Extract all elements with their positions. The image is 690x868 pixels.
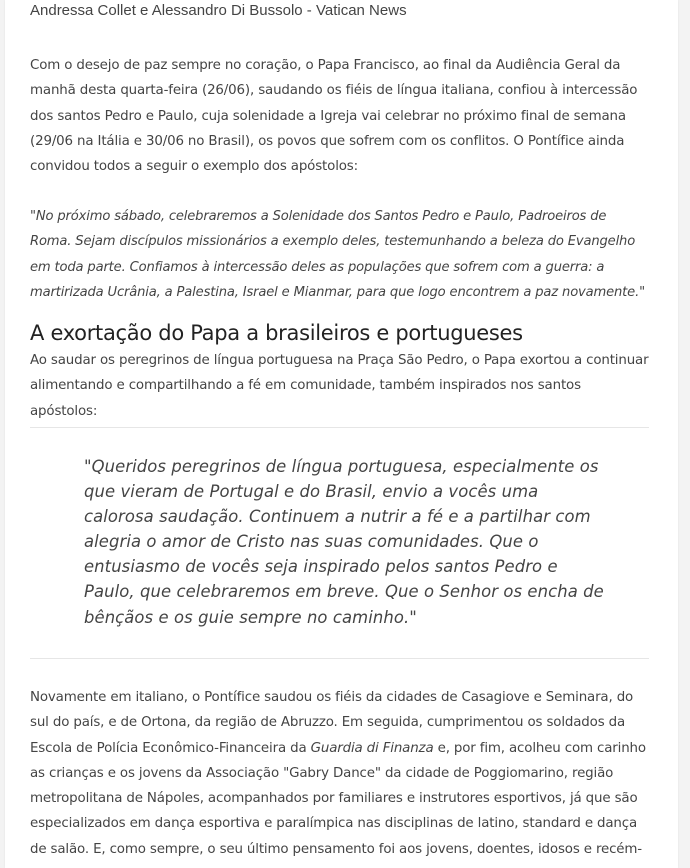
section-heading: A exortação do Papa a brasileiros e portugueses (30, 321, 523, 345)
blockquote-top-divider (30, 427, 649, 428)
intro-paragraph: Com o desejo de paz sempre no coração, o Papa Francisco, ao final da Audiência Geral da manhã desta quarta-feira (26/06), saudando os fiéis de língua italiana, confiou à intercessão dos santos Pedro e Paulo, cuja solenidade a Igreja vai celebrar no próximo final de semana (29/06 na Itália e 30/06 no Brasil), os povos que sofrem com os conflitos. O Pontífice ainda convidou todos a seguir o exemplo dos apóstolos: (30, 58, 638, 175)
pope-blockquote: "Queridos peregrinos de língua portuguesa, especialmente os que vieram de Portugal e do Brasil, envio a vocês uma calorosa saudação. Continuem a nutrir a fé e a partilhar com alegria o amor de Cristo nas suas comunidades. Que o entusiasmo de vocês seja inspirado pelos santos Pedro e Paulo, que celebraremos em breve. Que o Senhor os encha de bênçãos e os guie sempre no caminho." (84, 457, 604, 627)
article-page (5, 0, 678, 868)
section-intro-paragraph: Ao saudar os peregrinos de língua portuguesa na Praça São Pedro, o Papa exortou a continuar alimentando e compartilhando a fé em comunidade, também inspirados nos santos apóstolos: (30, 353, 649, 419)
closing-paragraph (30, 685, 650, 862)
italian-quote-paragraph: "No próximo sábado, celebraremos a Solenidade dos Santos Pedro e Paulo, Padroeiros de Roma. Sejam discípulos missionários a exemplo deles, testemunhando a beleza do Evangelho em toda parte. Confiamos à intercessão deles as populações que sofrem com a guerra: a martirizada Ucrânia, a Palestina, Israel e Mianmar, para que logo encontrem a paz novamente." (30, 209, 645, 300)
guardia-di-finanza-emphasis: Guardia di Finanza (310, 740, 434, 756)
closing-text-part2: e, por fim, acolheu com carinho as crianças e os jovens da Associação "Gabry Dance" da cidade de Poggiomarino, região metropolitana de Nápoles, acompanhados por familiares e instrutores esportivos, já que são especializados em dança esportiva e paralímpica nas disciplinas de latino, standard e dança de salão. E, como sempre, o seu último pensamento foi aos jovens, doentes, idosos e recém- (30, 740, 646, 857)
article-byline: Andressa Collet e Alessandro Di Bussolo - Vatican News (30, 2, 407, 19)
closing-text-part1: Novamente em italiano, o Pontífice saudou os fiéis da cidades de Casagiove e Seminara, do sul do país, e de Ortona, da região de Abruzzo. Em seguida, cumprimentou os soldados da Escola de Polícia Econômico-Financeira da (30, 690, 634, 756)
blockquote-bottom-divider (30, 658, 649, 659)
